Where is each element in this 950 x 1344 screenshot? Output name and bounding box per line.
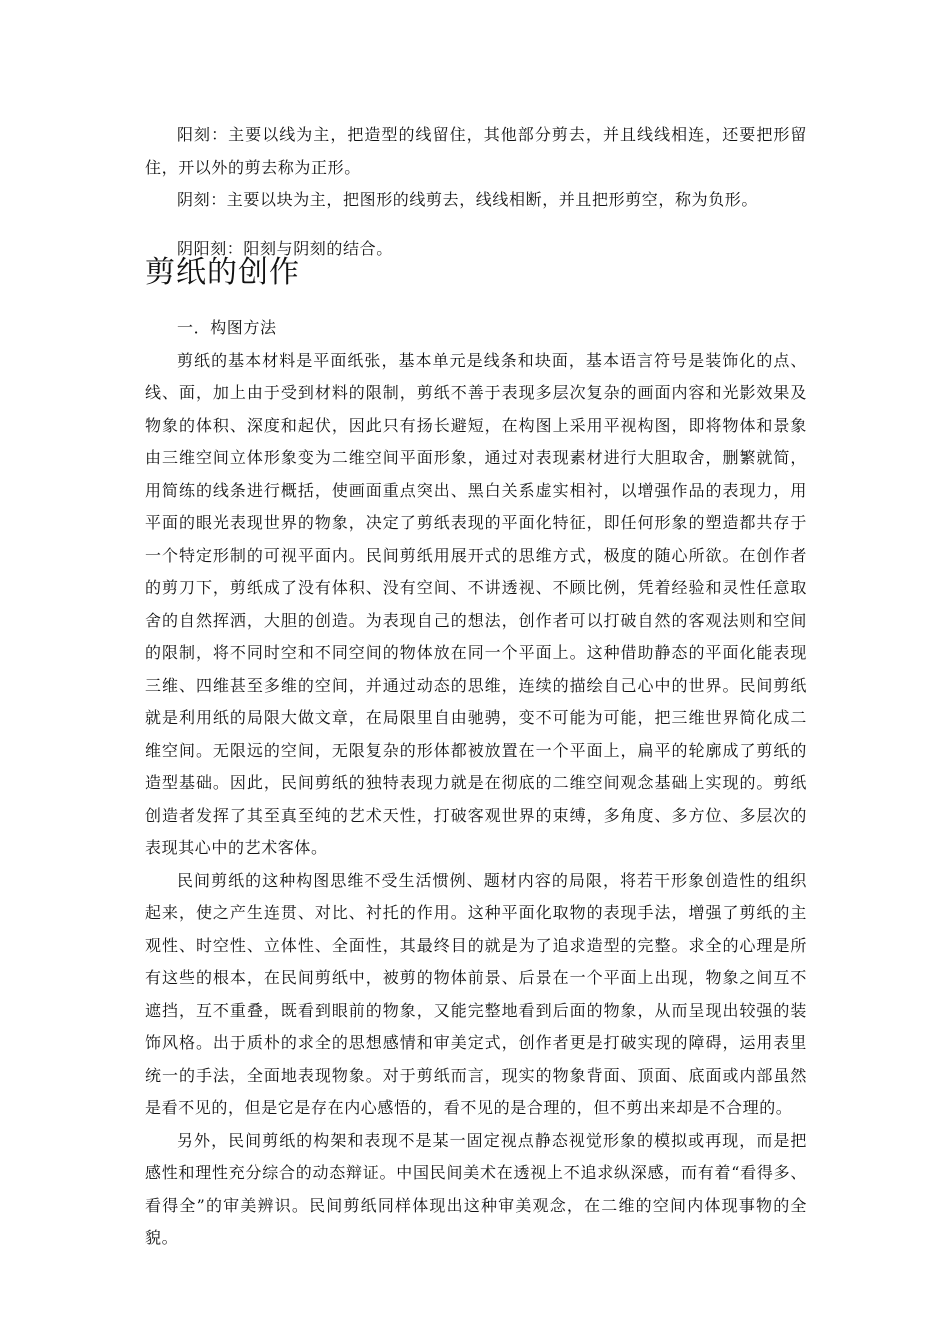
paragraph-gap bbox=[145, 217, 807, 233]
section-heading-block bbox=[145, 253, 807, 293]
subheading: 一．构图方法 bbox=[177, 318, 277, 337]
yangke-paragraph: 阳刻：主要以线为主，把造型的线留住，其他部分剪去，并且线线相连，还要把形留住，开以外的剪去称为正形。 bbox=[145, 125, 807, 177]
body-paragraph-3: 另外，民间剪纸的构架和表现不是某一固定视点静态视觉形象的模拟或再现，而是把感性和理性充分综合的动态辩证。中国民间美术在透视上不追求纵深感，而有着“看得多、看得全”的审美辨识。民间剪纸同样体现出这种审美观念，在二维的空间内体现事物的全貌。 bbox=[145, 1130, 807, 1247]
section-title: 剪纸的创作 bbox=[145, 255, 300, 290]
body-paragraph-1: 剪纸的基本材料是平面纸张，基本单元是线条和块面，基本语言符号是装饰化的点、线、面，加上由于受到材料的限制，剪纸不善于表现多层次复杂的画面内容和光影效果及物象的体积、深度和起伏，因此只有扬长避短，在构图上采用平视构图，即将物体和景象由三维空间立体形象变为二维空间平面形象，通过对表现素材进行大胆取舍，删繁就简，用简练的线条进行概括，使画面重点突出、黑白关系虚实相衬，以增强作品的表现力，用平面的眼光表现世界的物象，决定了剪纸表现的平面化特征，即任何形象的塑造都共存于一个特定形制的可视平面内。民间剪纸用展开式的思维方式，极度的随心所欲。在创作者的剪刀下，剪纸成了没有体积、没有空间、不讲透视、不顾比例，凭着经验和灵性任意取舍的自然挥洒，大胆的创造。为表现自己的想法，创作者可以打破自然的客观法则和空间的限制，将不同时空和不同空间的物体放在同一个平面上。这种借助静态的平面化能表现三维、四维甚至多维的空间，并通过动态的思维，连续的描绘自己心中的世界。民间剪纸就是利用纸的局限大做文章，在局限里自由驰骋，变不可能为可能，把三维世界简化成二维空间。无限远的空间，无限复杂的形体都被放置在一个平面上，扁平的轮廓成了剪纸的造型基础。因此，民间剪纸的独特表现力就是在彻底的二维空间观念基础上实现的。剪纸创造者发挥了其至真至纯的艺术天性，打破客观世界的束缚，多角度、多方位、多层次的表现其心中的艺术客体。 bbox=[145, 350, 807, 857]
yinke-paragraph: 阴刻：主要以块为主，把图形的线剪去，线线相断，并且把形剪空，称为负形。 bbox=[177, 190, 759, 209]
section-body bbox=[145, 312, 807, 1255]
body-paragraph-2: 民间剪纸的这种构图思维不受生活惯例、题材内容的局限，将若干形象创造性的组织起来，使之产生连贯、对比、衬托的作用。这种平面化取物的表现手法，增强了剪纸的主观性、时空性、立体性、全面性，其最终目的就是为了追求造型的完整。求全的心理是所有这些的根本，在民间剪纸中，被剪的物体前景、后景在一个平面上出现，物象之间互不遮挡，互不重叠，既看到眼前的物象，又能完整地看到后面的物象，从而呈现出较强的装饰风格。出于质朴的求全的思想感情和审美定式，创作者更是打破实现的障碍，运用表里统一的手法，全面地表现物象。对于剪纸而言，现实的物象背面、顶面、底面或内部虽然是看不见的，但是它是存在内心感悟的，看不见的是合理的，但不剪出来却是不合理的。 bbox=[145, 870, 807, 1117]
intro-section bbox=[145, 119, 807, 265]
yinyangke-paragraph: 阴阳刻：阳刻与阴刻的结合。 bbox=[177, 238, 393, 258]
